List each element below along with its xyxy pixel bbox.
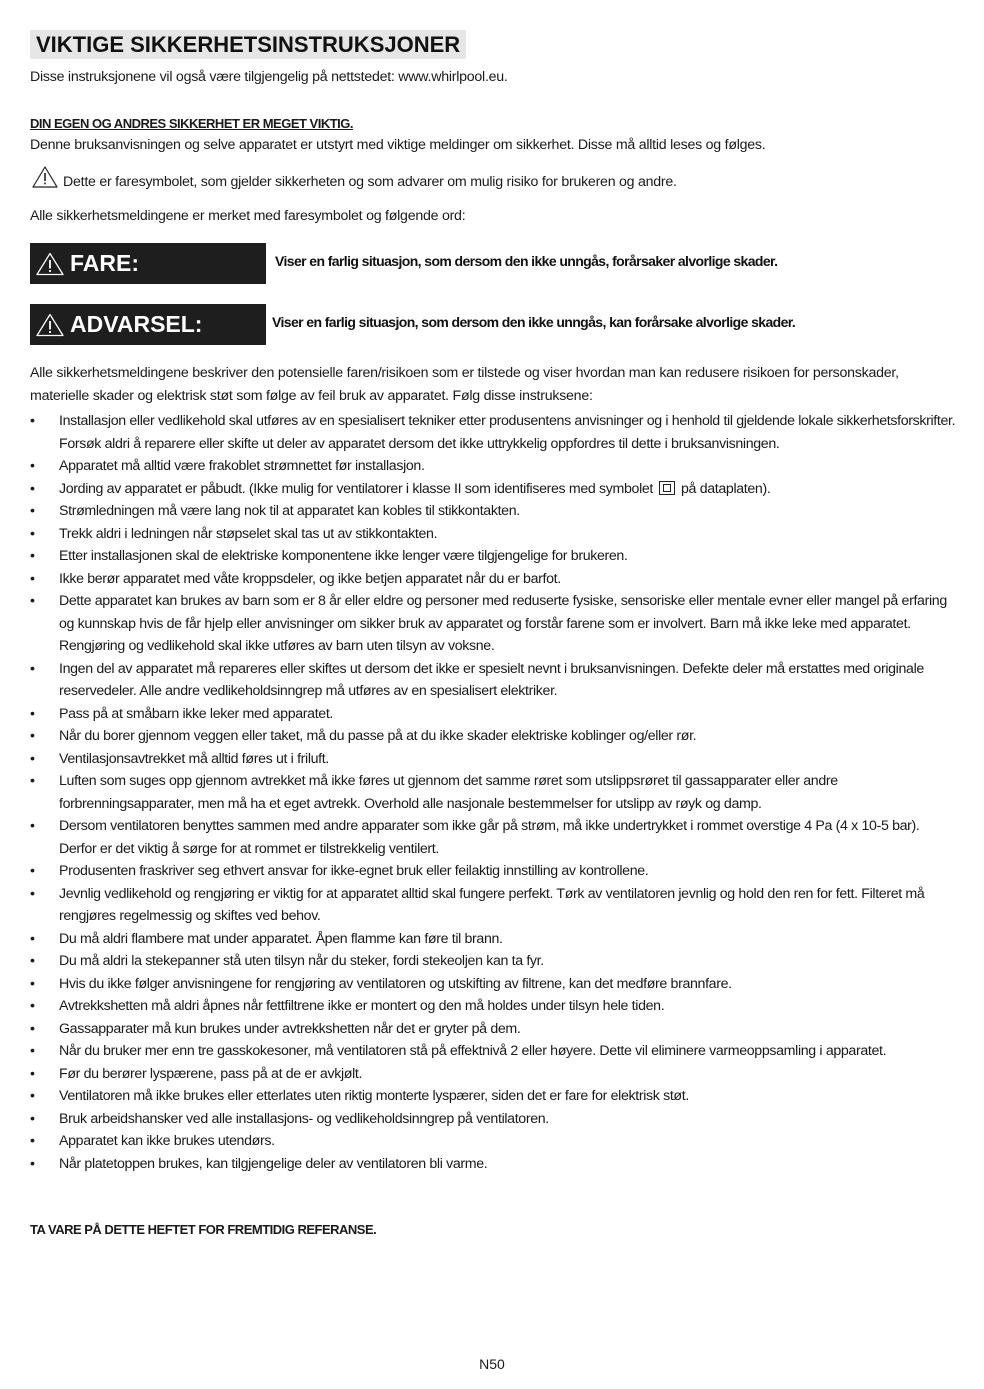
list-item: • Installasjon eller vedlikehold skal utføres av en spesialisert tekniker etter produsentens anvisninger og i henhold til gjeldende lokale sikkerhetsforskrifter. Forsøk aldri å reparere eller skifte ut deler av apparatet dersom det ikke uttrykkelig oppfordres til dette i bruksanvisningen.	[30, 413, 956, 452]
list-item: • Ingen del av apparatet må repareres eller skiftes ut dersom det ikke er spesielt nevnt i bruksanvisningen. Defekte deler må erstattes med originale reservedeler. Alle andre vedlikeholdsinngrep må utføres av en spesialisert elektriker.	[30, 660, 924, 699]
danger-description: Viser en farlig situasjon, som dersom den ikke unngås, forårsaker alvorlige skader.	[275, 253, 778, 269]
warning-label: ADVARSEL:	[70, 311, 203, 337]
list-item: • Strømledningen må være lang nok til at apparatet kan kobles til stikkontakten.	[30, 503, 520, 519]
list-item: • Apparatet må alltid være frakoblet strømnettet før installasjon.	[30, 458, 425, 474]
warning-icon	[32, 166, 58, 188]
list-item: • Dersom ventilatoren benyttes sammen med andre apparater som ikke går på strøm, må ikke undertrykket i rommet overstige 4 Pa (4 x 10-5 bar). Derfor er det viktig å sørge for at rommet er tilstrekkelig ventilert.	[30, 818, 920, 857]
list-item: • Hvis du ikke følger anvisningene for rengjøring av ventilatoren og utskifting av filtrene, kan det medføre brannfare.	[30, 975, 732, 992]
list-item: • Jevnlig vedlikehold og rengjøring er viktig for at apparatet alltid skal fungere perfekt. Tørk av ventilatoren jevnlig og hold den ren for fett. Filteret må rengjøres regelmessig og skiftes ved behov.	[30, 885, 925, 924]
list-item: • Bruk arbeidshansker ved alle installasjons- og vedlikeholdsinngrep på ventilatoren.	[30, 1110, 549, 1127]
description-text: Alle sikkerhetsmeldingene beskriver den potensielle faren/risikoen som er tilstede og viser hvordan man kan redusere risikoen for personskader, materielle skader og elektrisk støt som følge av feil bruk av apparatet. Følg disse instruksene:	[30, 365, 899, 404]
list-item: • Luften som suges opp gjennom avtrekket må ikke føres ut gjennom det samme røret som utslippsrøret til gassapparater eller andre forbrenningsapparater, men må ha et eget avtrekk. Overhold alle nasjonale bestemmelser for utslipp av røyk og damp.	[30, 773, 838, 812]
list-item: • Ikke berør apparatet med våte kroppsdeler, og ikke betjen apparatet når du er barfot.	[30, 570, 561, 587]
page-number: N50	[479, 1356, 505, 1372]
intro-text: Disse instruksjonene vil også være tilgjengelig på nettstedet: www.whirlpool.eu.	[30, 69, 508, 85]
symbol-text: Dette er faresymbolet, som gjelder sikkerheten og som advarer om mulig risiko for brukeren og andre.	[63, 174, 677, 190]
list-item: • Før du berører lyspærene, pass på at de er avkjølt.	[30, 1065, 363, 1082]
warning-icon	[36, 252, 64, 276]
list-item: • Ventilasjonsavtrekket må alltid føres ut i friluft.	[30, 750, 329, 767]
list-item: • Gassapparater må kun brukes under avtrekkshetten når det er gryter på dem.	[30, 1020, 521, 1037]
warning-description: Viser en farlig situasjon, som dersom den ikke unngås, kan forårsake alvorlige skader.	[272, 314, 796, 330]
list-item: • Du må aldri la stekepanner stå uten tilsyn når du steker, fordi stekeoljen kan ta fyr.	[30, 953, 544, 969]
list-item: • Pass på at småbarn ikke leker med apparatet.	[30, 705, 334, 722]
list-item: • Etter installasjonen skal de elektriske komponentene ikke lenger være tilgjengelige for brukeren.	[30, 548, 628, 564]
list-item: • Du må aldri flambere mat under apparatet. Åpen flamme kan føre til brann.	[30, 930, 503, 947]
danger-label: FARE:	[70, 250, 139, 276]
list-item: • Jording av apparatet er påbudt. (Ikke mulig for ventilatorer i klasse II som identifiseres med symbolet på dataplaten).	[30, 480, 771, 497]
signal-intro: Alle sikkerhetsmeldingene er merket med faresymbolet og følgende ord:	[30, 208, 466, 224]
list-item: • Apparatet kan ikke brukes utendørs.	[30, 1133, 275, 1149]
safety-text: Denne bruksanvisningen og selve apparatet er utstyrt med viktige meldinger om sikkerhet. Disse må alltid leses og følges.	[30, 137, 766, 153]
list-item: • Når du bruker mer enn tre gasskokesoner, må ventilatoren stå på effektnivå 2 eller høyere. Dette vil eliminere varmeoppsamling i apparatet.	[30, 1043, 887, 1059]
danger-signal-box	[30, 243, 266, 284]
class-ii-symbol-icon	[659, 481, 675, 495]
safety-instructions-list	[30, 410, 960, 1175]
list-item: • Avtrekkshetten må aldri åpnes når fettfiltrene ikke er montert og den må holdes under tilsyn hele tiden.	[30, 998, 665, 1014]
page-title: VIKTIGE SIKKERHETSINSTRUKSJONER	[30, 30, 466, 59]
warning-signal-box	[30, 304, 266, 345]
list-item: • Trekk aldri i ledningen når støpselet skal tas ut av stikkontakten.	[30, 525, 438, 542]
list-item: • Når platetoppen brukes, kan tilgjengelige deler av ventilatoren bli varme.	[30, 1155, 488, 1172]
list-item: • Når du borer gjennom veggen eller taket, må du passe på at du ikke skader elektriske koblinger og/eller rør.	[30, 728, 697, 744]
list-item: • Produsenten fraskriver seg ethvert ansvar for ikke-egnet bruk eller feilaktig innstilling av kontrollene.	[30, 863, 649, 879]
list-item: • Ventilatoren må ikke brukes eller etterlates uten riktig monterte lyspærer, siden det er fare for elektrisk støt.	[30, 1088, 689, 1104]
list-item: • Dette apparatet kan brukes av barn som er 8 år eller eldre og personer med reduserte fysiske, sensoriske eller mentale evner eller mangel på erfaring og kunnskap hvis de får hjelp eller anvisninger om sikker bruk av apparatet og forstår farene som er involvert. Barn må ikke leke med apparatet. Rengjøring og vedlikehold skal ikke utføres av barn uten tilsyn av voksne.	[30, 593, 947, 654]
footer-reference: TA VARE PÅ DETTE HEFTET FOR FREMTIDIG REFERANSE.	[30, 1222, 377, 1237]
warning-icon	[36, 313, 64, 337]
safety-heading: DIN EGEN OG ANDRES SIKKERHET ER MEGET VIKTIG.	[30, 116, 353, 131]
